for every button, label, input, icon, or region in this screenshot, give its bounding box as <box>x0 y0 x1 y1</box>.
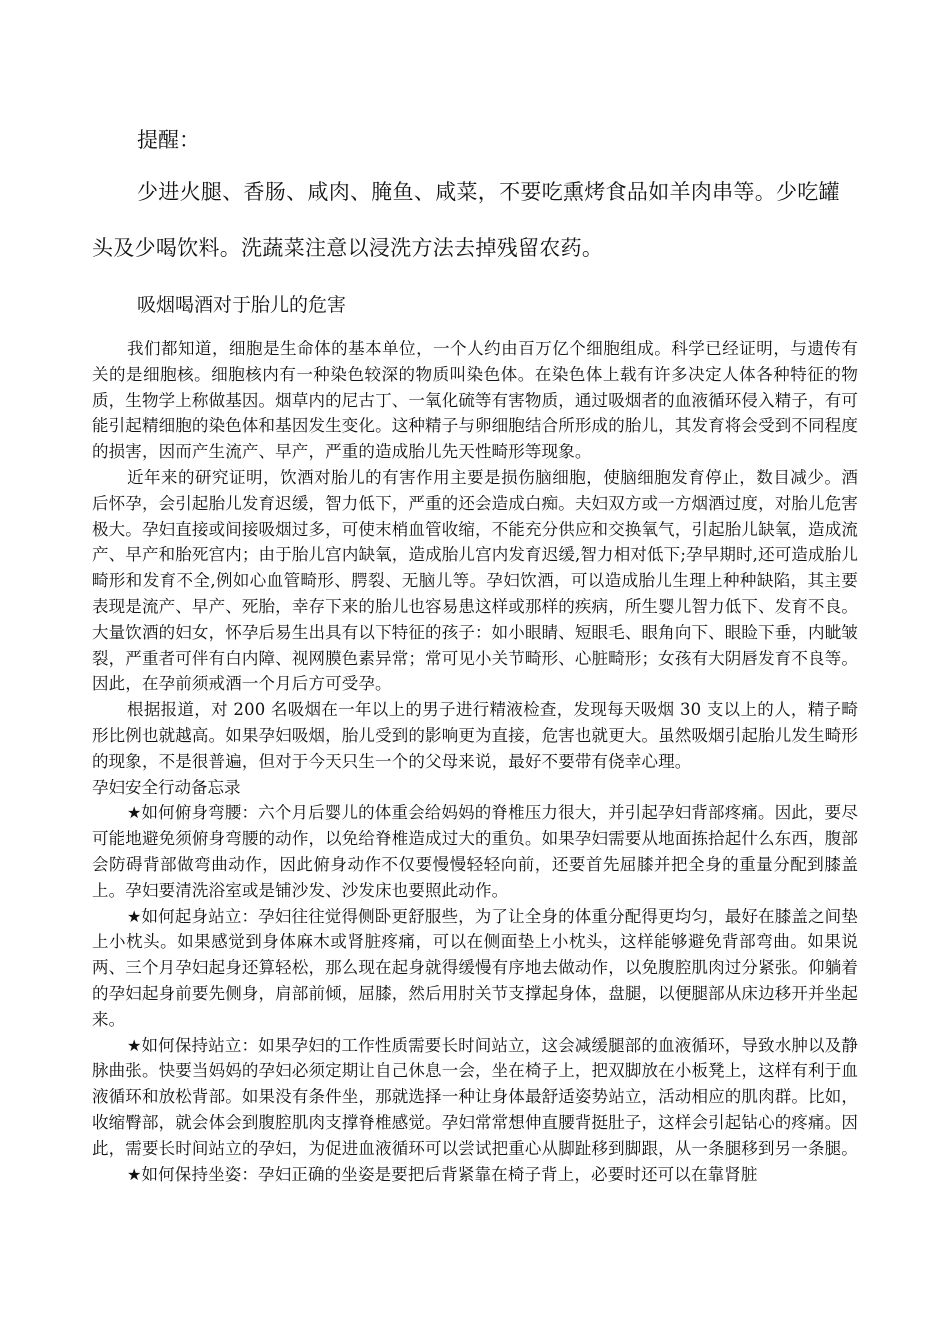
star-icon: ★ <box>127 1035 142 1055</box>
safety-item-text: 如何俯身弯腰：六个月后婴儿的体重会给妈妈的脊椎压力很大，并引起孕妇背部疼痛。因此，要尽可能地避免须俯身弯腰的动作，以免给脊椎造成过大的重负。如果孕妇需要从地面拣拾起什么东西，腹部会防碍背部做弯曲动作，因此俯身动作不仅要慢慢轻轻向前，还要首先屈膝并把全身的重量分配到膝盖上。孕妇要清洗浴室或是铺沙发、沙发床也要照此动作。 <box>92 803 858 900</box>
safety-item-sitting <box>92 1162 858 1188</box>
safety-item-bending <box>92 800 858 903</box>
smoking-section-title: 吸烟喝酒对于胎儿的危害 <box>137 294 347 316</box>
smoking-paragraph-3: 根据报道，对 200 名吸烟在一年以上的男子进行精液检查，发现每天吸烟 30 支以上的人，精子畸形比例也就越高。如果孕妇吸烟，胎儿受到的影响更为直接，危害也就更大。虽然吸烟引起胎儿发生畸形的现象，不是很普遍，但对于今天只生一个的父母来说，最好不要带有侥幸心理。 <box>92 700 858 771</box>
star-icon: ★ <box>127 1164 142 1184</box>
smoking-paragraph-1: 我们都知道，细胞是生命体的基本单位，一个人约由百万亿个细胞组成。科学已经证明，与遗传有关的是细胞核。细胞核内有一种染色较深的物质叫染色体。在染色体上载有许多决定人体各种特征的物质，生物学上称做基因。烟草内的尼古丁、一氧化硫等有害物质，通过吸烟者的血液循环侵入精子，有可能引起精细胞的染色体和基因发生变化。这种精子与卵细胞结合所形成的胎儿，其发育将会受到不同程度的损害，因而产生流产、早产，严重的造成胎儿先天性畸形等现象。 <box>92 339 858 462</box>
safety-item-text: 如何保持坐姿：孕妇正确的坐姿是要把后背紧靠在椅子背上，必要时还可以在靠肾脏 <box>141 1164 758 1184</box>
safety-item-text: 如何保持站立：如果孕妇的工作性质需要长时间站立，这会减缓腿部的血液循环，导致水肿以及静脉曲张。快要当妈妈的孕妇必须定期让自己休息一会，坐在椅子上，把双脚放在小板凳上，这样有利于血液循环和放松背部。如果没有条件坐，那就选择一种让身体最舒适姿势站立，活动相应的肌肉群。比如，收缩臀部，就会体会到腹腔肌肉支撑脊椎感觉。孕妇常常想伸直腰背挺肚子，这样会引起钻心的疼痛。因此，需要长时间站立的孕妇，为促进血液循环可以尝试把重心从脚趾移到脚跟，从一条腿移到另一条腿。 <box>92 1035 858 1158</box>
reminder-body: 少进火腿、香肠、咸肉、腌鱼、咸菜，不要吃熏烤食品如羊肉串等。少吃罐头及少喝饮料。洗蔬菜注意以浸洗方法去掉残留农药。 <box>92 180 840 260</box>
safety-item-text: 如何起身站立：孕妇往往觉得侧卧更舒服些，为了让全身的体重分配得更均匀，最好在膝盖之间垫上小枕头。如果感觉到身体麻木或肾脏疼痛，可以在侧面垫上小枕头，这样能够避免背部弯曲。如果说两、三个月孕妇起身还算轻松，那么现在起身就得缓慢有序地去做动作，以免腹腔肌肉过分紧张。仰躺着的孕妇起身前要先侧身，肩部前倾，屈膝，然后用肘关节支撑起身体，盘腿，以便腿部从床边移开并坐起来。 <box>92 906 858 1029</box>
smoking-paragraph-2: 近年来的研究证明，饮酒对胎儿的有害作用主要是损伤脑细胞，使脑细胞发育停止，数目减少。酒后怀孕，会引起胎儿发育迟缓，智力低下，严重的还会造成白痴。夫妇双方或一方烟酒过度，对胎儿危害极大。孕妇直接或间接吸烟过多，可使末梢血管收缩，不能充分供应和交换氧气，引起胎儿缺氧，造成流产、早产和胎死宫内；由于胎儿宫内缺氧，造成胎儿宫内发育迟缓,智力相对低下;孕早期时,还可造成胎儿畸形和发育不全,例如心血管畸形、腭裂、无脑儿等。孕妇饮酒，可以造成胎儿生理上种种缺陷，其主要表现是流产、早产、死胎，幸存下来的胎儿也容易患这样或那样的疾病，所生婴儿智力低下、发育不良。大量饮酒的妇女，怀孕后易生出具有以下特征的孩子：如小眼睛、短眼毛、眼角向下、眼睑下垂，内眦皱裂，严重者可伴有白内障、视网膜色素异常；常可见小关节畸形、心脏畸形；女孩有大阴唇发育不良等。因此，在孕前须戒酒一个月后方可受孕。 <box>92 467 858 694</box>
safety-item-getting-up <box>92 904 858 1033</box>
reminder-label: 提醒： <box>137 128 200 152</box>
star-icon: ★ <box>127 803 142 823</box>
safety-item-standing <box>92 1033 858 1162</box>
star-icon: ★ <box>127 906 142 926</box>
safety-section-title: 孕妇安全行动备忘录 <box>92 777 241 797</box>
